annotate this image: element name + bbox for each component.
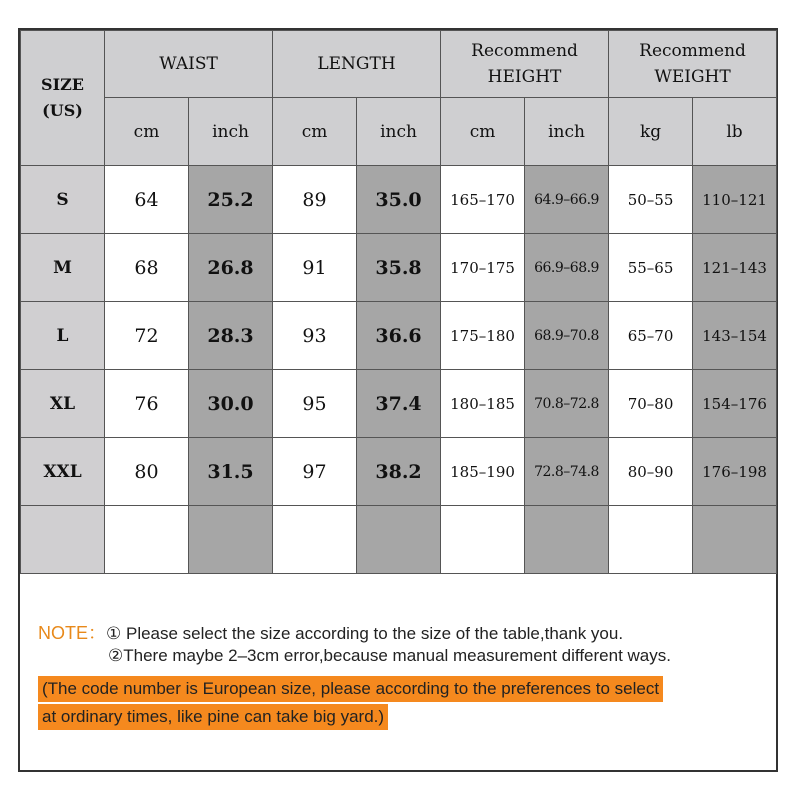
waist-cm-cell: 80: [105, 438, 189, 506]
weight-kg-cell: 55–65: [609, 234, 693, 302]
weight-kg-cell: 65–70: [609, 302, 693, 370]
note-line-1: [38, 619, 623, 645]
empty-cell: [273, 506, 357, 574]
weight-lb-cell: 110–121: [693, 166, 777, 234]
length-header: LENGTH: [273, 31, 441, 98]
waist-cm-cell: 72: [105, 302, 189, 370]
size-cell: L: [21, 302, 105, 370]
length-inch-cell: 38.2: [357, 438, 441, 506]
length-inch-cell: 37.4: [357, 370, 441, 438]
highlight-note-line-1: (The code number is European size, please according to the preferences to select: [38, 676, 663, 702]
weight-lb-cell: 121–143: [693, 234, 777, 302]
length-cm-cell: 89: [273, 166, 357, 234]
height-inch-cell: 72.8–74.8: [525, 438, 609, 506]
table-row: [21, 302, 777, 370]
height-header: Recommend HEIGHT: [441, 31, 609, 98]
height-cm-cell: 180–185: [441, 370, 525, 438]
waist-inch-cell: 26.8: [189, 234, 273, 302]
note-label: NOTE：: [38, 623, 107, 643]
empty-cell: [693, 506, 777, 574]
size-cell: M: [21, 234, 105, 302]
size-chart: [18, 28, 778, 772]
height-cm-cell: 175–180: [441, 302, 525, 370]
unit-cell: kg: [609, 98, 693, 166]
note-text-1: ① Please select the size according to the size of the table,thank you.: [106, 624, 624, 643]
table-row: [21, 438, 777, 506]
weight-kg-cell: 50–55: [609, 166, 693, 234]
table-row: [21, 166, 777, 234]
length-cm-cell: 91: [273, 234, 357, 302]
height-cm-cell: 165–170: [441, 166, 525, 234]
empty-cell: [21, 506, 105, 574]
weight-lb-cell: 154–176: [693, 370, 777, 438]
waist-cm-cell: 64: [105, 166, 189, 234]
size-us-header: SIZE (US): [21, 31, 105, 166]
size-cell: XXL: [21, 438, 105, 506]
empty-cell: [441, 506, 525, 574]
highlight-note-line-2: at ordinary times, like pine can take big yard.): [38, 704, 388, 730]
unit-cell: cm: [105, 98, 189, 166]
size-cell: S: [21, 166, 105, 234]
waist-inch-cell: 31.5: [189, 438, 273, 506]
empty-cell: [357, 506, 441, 574]
waist-inch-cell: 25.2: [189, 166, 273, 234]
waist-cm-cell: 68: [105, 234, 189, 302]
note-section: [20, 576, 776, 772]
waist-inch-cell: 28.3: [189, 302, 273, 370]
height-inch-cell: 68.9–70.8: [525, 302, 609, 370]
length-cm-cell: 95: [273, 370, 357, 438]
empty-cell: [609, 506, 693, 574]
empty-cell: [105, 506, 189, 574]
unit-cell: cm: [273, 98, 357, 166]
waist-header: WAIST: [105, 31, 273, 98]
height-inch-cell: 64.9–66.9: [525, 166, 609, 234]
weight-kg-cell: 70–80: [609, 370, 693, 438]
weight-lb-cell: 143–154: [693, 302, 777, 370]
unit-cell: inch: [357, 98, 441, 166]
length-cm-cell: 97: [273, 438, 357, 506]
empty-cell: [189, 506, 273, 574]
size-table: [20, 30, 777, 574]
weight-lb-cell: 176–198: [693, 438, 777, 506]
note-line-2: ②There maybe 2–3cm error,because manual measurement different ways.: [108, 646, 671, 665]
length-cm-cell: 93: [273, 302, 357, 370]
empty-table-row: [21, 506, 777, 574]
weight-kg-cell: 80–90: [609, 438, 693, 506]
height-cm-cell: 170–175: [441, 234, 525, 302]
waist-cm-cell: 76: [105, 370, 189, 438]
unit-cell: lb: [693, 98, 777, 166]
weight-header: Recommend WEIGHT: [609, 31, 777, 98]
height-inch-cell: 66.9–68.9: [525, 234, 609, 302]
length-inch-cell: 35.0: [357, 166, 441, 234]
size-cell: XL: [21, 370, 105, 438]
unit-cell: inch: [189, 98, 273, 166]
length-inch-cell: 36.6: [357, 302, 441, 370]
waist-inch-cell: 30.0: [189, 370, 273, 438]
length-inch-cell: 35.8: [357, 234, 441, 302]
unit-cell: cm: [441, 98, 525, 166]
height-cm-cell: 185–190: [441, 438, 525, 506]
unit-cell: inch: [525, 98, 609, 166]
empty-cell: [525, 506, 609, 574]
height-inch-cell: 70.8–72.8: [525, 370, 609, 438]
table-row: [21, 234, 777, 302]
table-row: [21, 370, 777, 438]
